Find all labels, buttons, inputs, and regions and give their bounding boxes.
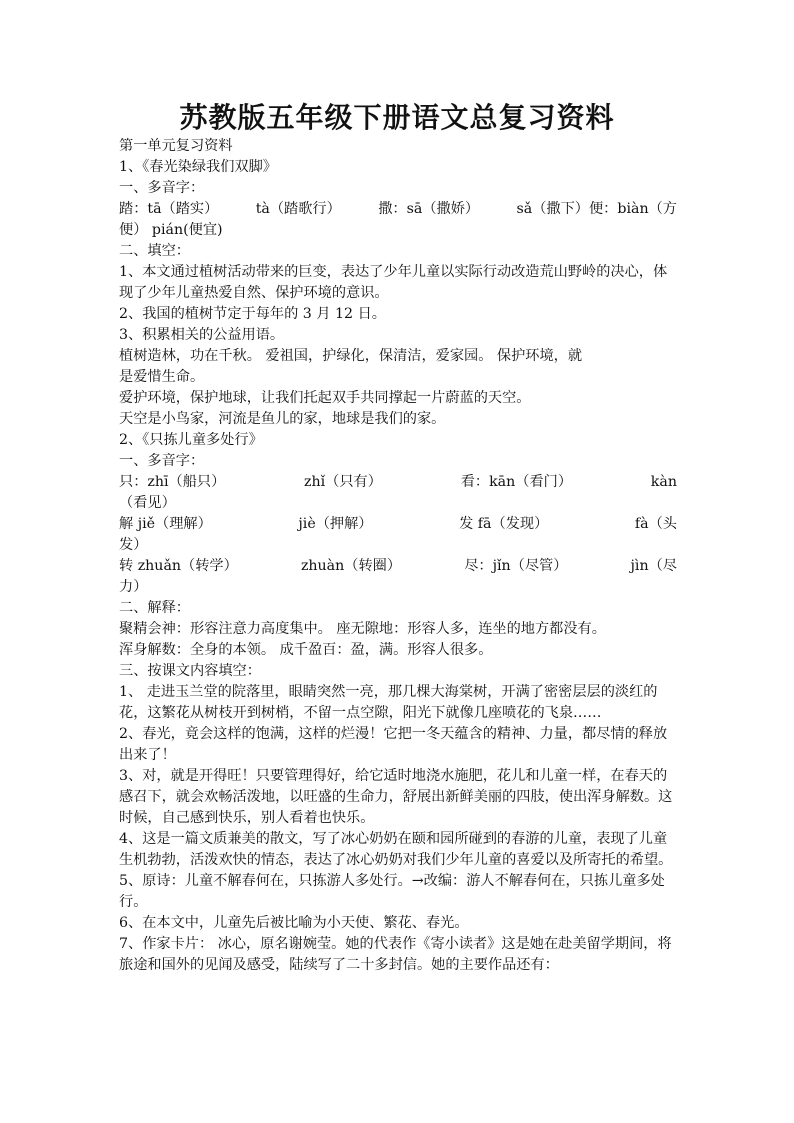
polyphone-continuation: 便） pián(便宜)	[119, 222, 223, 238]
polyphone-entry: 看：kān（看门）	[460, 474, 573, 490]
paragraph: 3、积累相关的公益用语。	[119, 327, 285, 343]
polyphone-entry: zhuàn（转圈）	[300, 558, 402, 574]
polyphone-entry: 发 fā（发现）	[459, 516, 549, 532]
paragraph: 7、作家卡片： 冰心，原名谢婉莹。她的代表作《寄小读者》这是她在赴美留学期间，将旅途和国外的见闻及感受，陆续写了二十多封信。她的主要作品还有：	[119, 936, 672, 973]
polyphone-entry: fà（头	[634, 516, 677, 532]
lesson-2-heading: 2、《只拣儿童多处行》	[119, 432, 263, 448]
slogan-line: 植树造林，功在千秋。 爱祖国，护绿化，保清洁，爱家园。 保护环境，就	[119, 348, 583, 364]
document-body	[119, 136, 677, 976]
definition-line: 聚精会神：形容注意力高度集中。 座无隙地：形容人多，连坐的地方都没有。	[119, 621, 606, 637]
document-title: 苏教版五年级下册语文总复习资料	[179, 101, 615, 134]
section-heading: 二、填空：	[119, 243, 190, 259]
polyphone-row	[119, 472, 677, 493]
polyphone-entry: tà（踏歌行）	[255, 201, 341, 217]
polyphone-continuation: 发）	[119, 537, 148, 553]
unit-heading: 第一单元复习资料	[119, 138, 233, 154]
paragraph: 4、这是一篇文质兼美的散文，写了冰心奶奶在颐和园所碰到的春游的儿童，表现了儿童生机勃勃，活泼欢快的情态，表达了冰心奶奶对我们少年儿童的喜爱以及所寄托的希望。	[119, 831, 673, 868]
section-heading: 一、多音字：	[119, 180, 205, 196]
slogan-line: 爱护环境，保护地球，让我们托起双手共同撑起一片蔚蓝的天空。	[119, 390, 531, 406]
polyphone-continuation: （看见）	[119, 495, 176, 511]
lesson-1-heading: 1、《春光染绿我们双脚》	[119, 159, 277, 175]
polyphone-entry: 转 zhuǎn（转学）	[119, 558, 238, 574]
paragraph: 6、在本文中，儿童先后被比喻为小天使、繁花、春光。	[119, 915, 469, 931]
paragraph: 1、本文通过植树活动带来的巨变，表达了少年儿童以实际行动改造荒山野岭的决心，体现了少年儿童热爱自然、保护环境的意识。	[119, 264, 668, 301]
definition-line: 浑身解数：全身的本领。 成千盈百：盈，满。形容人很多。	[119, 642, 493, 658]
slogan-line: 天空是小鸟家，河流是鱼儿的家，地球是我们的家。	[119, 411, 446, 427]
paragraph: 2、我国的植树节定于每年的 3 月 12 日。	[119, 306, 386, 322]
polyphone-entry: 只：zhī（船只）	[119, 474, 226, 490]
paragraph: 3、对，就是开得旺！只要管理得好，给它适时地浇水施肥，花儿和儿童一样，在春天的感召下，就会欢畅活泼地，以旺盛的生命力，舒展出新鲜美丽的四肢，使出浑身解数。这时候，自己感到快乐，别人看着也快乐。	[119, 768, 673, 826]
polyphone-entry: jìn（尽	[630, 558, 677, 574]
polyphone-entry: zhǐ（只有）	[304, 474, 382, 490]
section-heading: 一、多音字：	[119, 453, 205, 469]
section-heading: 三、按课文内容填空：	[119, 663, 261, 679]
slogan-line: 是爱惜生命。	[119, 369, 205, 385]
paragraph: 2、春光，竟会这样的饱满，这样的烂漫！它把一冬天蕴含的精神、力量，都尽情的释放出来了！	[119, 726, 668, 763]
polyphone-entry: 尽：jǐn（尽管）	[464, 558, 568, 574]
polyphone-row	[119, 514, 677, 535]
polyphone-entry: 踏：tā（踏实）	[119, 201, 219, 217]
paragraph: 1、 走进玉兰堂的院落里，眼睛突然一亮，那几棵大海棠树，开满了密密层层的淡红的花，这繁花从树枝开到树梢，不留一点空隙，阳光下就像几座喷花的飞泉……	[119, 684, 658, 721]
paragraph: 5、原诗：儿童不解春何在，只拣游人多处行。→改编：游人不解春何在，只拣儿童多处行。	[119, 873, 665, 910]
polyphone-continuation: 力）	[119, 579, 148, 595]
polyphone-entry: jiè（押解）	[298, 516, 373, 532]
polyphone-row	[119, 199, 677, 220]
polyphone-entry: kàn	[650, 474, 677, 490]
polyphone-row	[119, 556, 677, 577]
polyphone-entry: sǎ（撒下）便：biàn（方	[516, 201, 677, 217]
section-heading: 二、解释：	[119, 600, 190, 616]
polyphone-entry: 撒：sā（撒娇）	[378, 201, 480, 217]
polyphone-entry: 解 jiě（理解）	[119, 516, 212, 532]
